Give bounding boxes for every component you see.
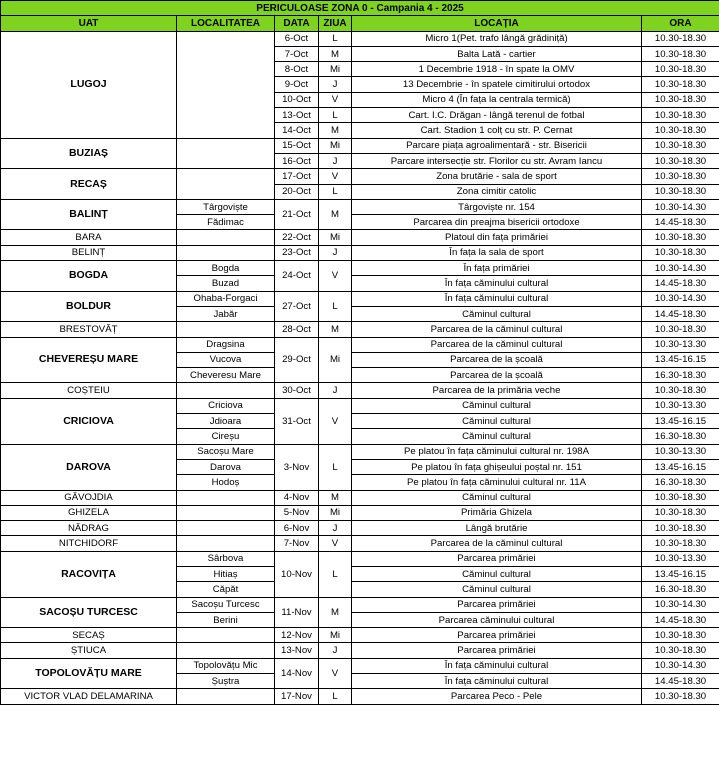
day-cell: V <box>319 92 352 107</box>
locatia-cell: Cart. I.C. Drăgan - lângă terenul de fotbal <box>352 108 642 123</box>
day-cell: L <box>319 551 352 597</box>
locatia-cell: 13 Decembrie - în spatele cimitirului ortodox <box>352 77 642 92</box>
uat-cell: BARA <box>1 230 177 245</box>
table-row <box>1 444 719 459</box>
ora-cell: 16.30-18.30 <box>642 475 719 490</box>
table-row <box>1 230 719 245</box>
uat-cell: BOGDA <box>1 261 177 292</box>
locatia-cell: Căminul cultural <box>352 490 642 505</box>
day-cell: J <box>319 245 352 260</box>
day-cell: M <box>319 490 352 505</box>
localitate-cell <box>177 643 275 658</box>
ora-cell: 10.30-18.30 <box>642 322 719 337</box>
locatia-cell: Parcarea de la școală <box>352 368 642 383</box>
date-cell: 23-Oct <box>275 245 319 260</box>
day-cell: V <box>319 398 352 444</box>
table-row <box>1 138 719 153</box>
date-cell: 20-Oct <box>275 184 319 199</box>
date-cell: 29-Oct <box>275 337 319 383</box>
localitate-cell: Sârbova <box>177 551 275 566</box>
ora-cell: 14.45-18.30 <box>642 674 719 689</box>
ora-cell: 10.30-18.30 <box>642 77 719 92</box>
title-row <box>1 1 719 16</box>
uat-cell: GHIZELA <box>1 505 177 520</box>
date-cell: 7-Nov <box>275 536 319 551</box>
date-cell: 9-Oct <box>275 77 319 92</box>
date-cell: 11-Nov <box>275 597 319 628</box>
header-ziua: ZIUA <box>319 16 352 31</box>
ora-cell: 16.30-18.30 <box>642 429 719 444</box>
locatia-cell: Zona cimitir catolic <box>352 184 642 199</box>
day-cell: Mi <box>319 505 352 520</box>
locatia-cell: În fața primăriei <box>352 261 642 276</box>
date-cell: 5-Nov <box>275 505 319 520</box>
ora-cell: 10.30-18.30 <box>642 184 719 199</box>
localitate-cell: Vucova <box>177 352 275 367</box>
ora-cell: 10.30-14.30 <box>642 261 719 276</box>
ora-cell: 10.30-18.30 <box>642 490 719 505</box>
locatia-cell: Parcarea Peco - Pele <box>352 689 642 704</box>
table-row <box>1 322 719 337</box>
locatia-cell: Parcarea de la căminul cultural <box>352 322 642 337</box>
ora-cell: 10.30-18.30 <box>642 169 719 184</box>
uat-cell: NĂDRAG <box>1 521 177 536</box>
localitate-cell: Buzad <box>177 276 275 291</box>
table-row <box>1 245 719 260</box>
uat-cell: SACOȘU TURCESC <box>1 597 177 628</box>
ora-cell: 14.45-18.30 <box>642 612 719 627</box>
day-cell: L <box>319 291 352 322</box>
locatia-cell: Micro 4 (În fața la centrala termică) <box>352 92 642 107</box>
day-cell: Mi <box>319 138 352 153</box>
locatia-cell: Cart. Stadion 1 colț cu str. P. Cernat <box>352 123 642 138</box>
date-cell: 12-Nov <box>275 628 319 643</box>
date-cell: 16-Oct <box>275 153 319 168</box>
date-cell: 30-Oct <box>275 383 319 398</box>
uat-cell: GĂVOJDIA <box>1 490 177 505</box>
locatia-cell: Căminul cultural <box>352 414 642 429</box>
table-row <box>1 31 719 46</box>
date-cell: 31-Oct <box>275 398 319 444</box>
table-row <box>1 398 719 413</box>
localitate-cell: Fădimac <box>177 215 275 230</box>
locatia-cell: Lângă brutărie <box>352 521 642 536</box>
header-locatia: LOCAȚIA <box>352 16 642 31</box>
date-cell: 21-Oct <box>275 199 319 230</box>
localitate-cell: Bogda <box>177 261 275 276</box>
ora-cell: 10.30-18.30 <box>642 689 719 704</box>
locatia-cell: Pe platou în fața căminului cultural nr. 198A <box>352 444 642 459</box>
day-cell: M <box>319 46 352 61</box>
ora-cell: 13.45-16.15 <box>642 414 719 429</box>
localitate-cell <box>177 689 275 704</box>
locatia-cell: Parcare piața agroalimentară - str. Bisericii <box>352 138 642 153</box>
ora-cell: 10.30-18.30 <box>642 383 719 398</box>
ora-cell: 10.30-18.30 <box>642 92 719 107</box>
header-localitate: LOCALITATEA <box>177 16 275 31</box>
date-cell: 24-Oct <box>275 261 319 292</box>
ora-cell: 10.30-13.30 <box>642 398 719 413</box>
schedule-body <box>1 31 719 704</box>
localitate-cell <box>177 490 275 505</box>
ora-cell: 10.30-14.30 <box>642 291 719 306</box>
day-cell: M <box>319 123 352 138</box>
table-row <box>1 291 719 306</box>
localitate-cell <box>177 383 275 398</box>
table-row <box>1 689 719 704</box>
localitate-cell <box>177 536 275 551</box>
locatia-cell: Târgoviște nr. 154 <box>352 199 642 214</box>
ora-cell: 10.30-18.30 <box>642 46 719 61</box>
localitate-cell: Berini <box>177 612 275 627</box>
uat-cell: DAROVA <box>1 444 177 490</box>
day-cell: L <box>319 108 352 123</box>
day-cell: V <box>319 658 352 689</box>
localitate-cell <box>177 322 275 337</box>
locatia-cell: Parcarea de la căminul cultural <box>352 337 642 352</box>
date-cell: 7-Oct <box>275 46 319 61</box>
locatia-cell: În fața căminului cultural <box>352 658 642 673</box>
locatia-cell: În fața căminului cultural <box>352 276 642 291</box>
locatia-cell: Parcarea primăriei <box>352 628 642 643</box>
locatia-cell: Parcarea căminului cultural <box>352 612 642 627</box>
ora-cell: 10.30-18.30 <box>642 123 719 138</box>
table-title: PERICULOASE ZONA 0 - Campania 4 - 2025 <box>1 1 719 16</box>
localitate-cell <box>177 169 275 200</box>
localitate-cell <box>177 245 275 260</box>
locatia-cell: Primăria Ghizela <box>352 505 642 520</box>
ora-cell: 16.30-18.30 <box>642 582 719 597</box>
day-cell: Mi <box>319 628 352 643</box>
ora-cell: 10.30-18.30 <box>642 153 719 168</box>
date-cell: 3-Nov <box>275 444 319 490</box>
table-row <box>1 337 719 352</box>
locatia-cell: În fața căminului cultural <box>352 674 642 689</box>
table-row <box>1 597 719 612</box>
day-cell: J <box>319 153 352 168</box>
localitate-cell <box>177 138 275 169</box>
header-row <box>1 16 719 31</box>
ora-cell: 10.30-18.30 <box>642 138 719 153</box>
date-cell: 14-Nov <box>275 658 319 689</box>
table-row <box>1 658 719 673</box>
uat-cell: NITCHIDORF <box>1 536 177 551</box>
header-uat: UAT <box>1 16 177 31</box>
date-cell: 22-Oct <box>275 230 319 245</box>
localitate-cell: Căpăt <box>177 582 275 597</box>
uat-cell: BELINȚ <box>1 245 177 260</box>
table-row <box>1 199 719 214</box>
locatia-cell: Pe platou în fața căminului cultural nr. 11A <box>352 475 642 490</box>
locatia-cell: Parcarea primăriei <box>352 643 642 658</box>
ora-cell: 10.30-18.30 <box>642 31 719 46</box>
locatia-cell: Platoul din fața primăriei <box>352 230 642 245</box>
day-cell: L <box>319 31 352 46</box>
localitate-cell <box>177 628 275 643</box>
locatia-cell: În fața căminului cultural <box>352 291 642 306</box>
day-cell: J <box>319 383 352 398</box>
date-cell: 10-Nov <box>275 551 319 597</box>
localitate-cell: Darova <box>177 459 275 474</box>
day-cell: M <box>319 322 352 337</box>
locatia-cell: Parcarea primăriei <box>352 551 642 566</box>
uat-cell: COȘTEIU <box>1 383 177 398</box>
localitate-cell: Criciova <box>177 398 275 413</box>
day-cell: Mi <box>319 62 352 77</box>
day-cell: V <box>319 261 352 292</box>
table-row <box>1 643 719 658</box>
localitate-cell <box>177 505 275 520</box>
uat-cell: BRESTOVĂȚ <box>1 322 177 337</box>
ora-cell: 14.45-18.30 <box>642 215 719 230</box>
ora-cell: 14.45-18.30 <box>642 306 719 321</box>
localitate-cell: Sacoșu Turcesc <box>177 597 275 612</box>
uat-cell: BUZIAȘ <box>1 138 177 169</box>
table-row <box>1 505 719 520</box>
date-cell: 17-Oct <box>275 169 319 184</box>
day-cell: J <box>319 521 352 536</box>
localitate-cell: Hitiaș <box>177 566 275 581</box>
date-cell: 13-Oct <box>275 108 319 123</box>
ora-cell: 13.45-16.15 <box>642 352 719 367</box>
table-row <box>1 490 719 505</box>
uat-cell: BOLDUR <box>1 291 177 322</box>
date-cell: 17-Nov <box>275 689 319 704</box>
locatia-cell: Parcarea din preajma bisericii ortodoxe <box>352 215 642 230</box>
table-row <box>1 521 719 536</box>
localitate-cell: Târgoviște <box>177 199 275 214</box>
day-cell: L <box>319 689 352 704</box>
locatia-cell: Zona brutărie - sala de sport <box>352 169 642 184</box>
uat-cell: LUGOJ <box>1 31 177 138</box>
ora-cell: 10.30-14.30 <box>642 658 719 673</box>
date-cell: 27-Oct <box>275 291 319 322</box>
localitate-cell: Cheveresu Mare <box>177 368 275 383</box>
uat-cell: BALINȚ <box>1 199 177 230</box>
uat-cell: TOPOLOVĂȚU MARE <box>1 658 177 689</box>
day-cell: L <box>319 184 352 199</box>
day-cell: V <box>319 169 352 184</box>
locatia-cell: Micro 1(Pet. trafo lângă grădiniță) <box>352 31 642 46</box>
localitate-cell <box>177 230 275 245</box>
date-cell: 13-Nov <box>275 643 319 658</box>
localitate-cell: Cireșu <box>177 429 275 444</box>
table-row <box>1 551 719 566</box>
date-cell: 10-Oct <box>275 92 319 107</box>
day-cell: Mi <box>319 230 352 245</box>
ora-cell: 10.30-18.30 <box>642 521 719 536</box>
locatia-cell: Balta Lată - cartier <box>352 46 642 61</box>
ora-cell: 13.45-16.15 <box>642 459 719 474</box>
localitate-cell: Topolovățu Mic <box>177 658 275 673</box>
localitate-cell <box>177 31 275 138</box>
day-cell: J <box>319 643 352 658</box>
localitate-cell: Ohaba-Forgaci <box>177 291 275 306</box>
ora-cell: 10.30-18.30 <box>642 505 719 520</box>
header-ora: ORA <box>642 16 719 31</box>
date-cell: 4-Nov <box>275 490 319 505</box>
locatia-cell: Parcarea de la căminul cultural <box>352 536 642 551</box>
day-cell: L <box>319 444 352 490</box>
locatia-cell: Căminul cultural <box>352 306 642 321</box>
header-data: DATA <box>275 16 319 31</box>
localitate-cell: Jdioara <box>177 414 275 429</box>
ora-cell: 10.30-18.30 <box>642 643 719 658</box>
ora-cell: 10.30-18.30 <box>642 230 719 245</box>
locatia-cell: Parcare intersecție str. Florilor cu str. Avram Iancu <box>352 153 642 168</box>
ora-cell: 10.30-14.30 <box>642 597 719 612</box>
ora-cell: 10.30-13.30 <box>642 551 719 566</box>
date-cell: 6-Nov <box>275 521 319 536</box>
ora-cell: 10.30-14.30 <box>642 199 719 214</box>
ora-cell: 10.30-18.30 <box>642 245 719 260</box>
uat-cell: VICTOR VLAD DELAMARINA <box>1 689 177 704</box>
table-row <box>1 261 719 276</box>
date-cell: 14-Oct <box>275 123 319 138</box>
date-cell: 8-Oct <box>275 62 319 77</box>
day-cell: M <box>319 199 352 230</box>
table-row <box>1 169 719 184</box>
locatia-cell: În fața la sala de sport <box>352 245 642 260</box>
ora-cell: 10.30-13.30 <box>642 444 719 459</box>
localitate-cell <box>177 521 275 536</box>
day-cell: J <box>319 77 352 92</box>
localitate-cell: Hodoș <box>177 475 275 490</box>
ora-cell: 10.30-13.30 <box>642 337 719 352</box>
uat-cell: RECAȘ <box>1 169 177 200</box>
ora-cell: 13.45-16.15 <box>642 566 719 581</box>
ora-cell: 14.45-18.30 <box>642 276 719 291</box>
day-cell: Mi <box>319 337 352 383</box>
ora-cell: 10.30-18.30 <box>642 108 719 123</box>
uat-cell: CRICIOVA <box>1 398 177 444</box>
day-cell: V <box>319 536 352 551</box>
localitate-cell: Sacoșu Mare <box>177 444 275 459</box>
ora-cell: 10.30-18.30 <box>642 536 719 551</box>
locatia-cell: Pe platou în fața ghișeului poștal nr. 151 <box>352 459 642 474</box>
locatia-cell: Parcarea de la școală <box>352 352 642 367</box>
locatia-cell: Căminul cultural <box>352 398 642 413</box>
ora-cell: 16.30-18.30 <box>642 368 719 383</box>
ora-cell: 10.30-18.30 <box>642 62 719 77</box>
table-row <box>1 536 719 551</box>
uat-cell: CHEVEREȘU MARE <box>1 337 177 383</box>
table-row <box>1 383 719 398</box>
localitate-cell: Șuștra <box>177 674 275 689</box>
localitate-cell: Dragsina <box>177 337 275 352</box>
uat-cell: SECAȘ <box>1 628 177 643</box>
locatia-cell: 1 Decembrie 1918 - în spate la OMV <box>352 62 642 77</box>
ora-cell: 10.30-18.30 <box>642 628 719 643</box>
table-row <box>1 628 719 643</box>
locatia-cell: Căminul cultural <box>352 582 642 597</box>
locatia-cell: Parcarea de la primăria veche <box>352 383 642 398</box>
locatia-cell: Parcarea primăriei <box>352 597 642 612</box>
uat-cell: RACOVIȚA <box>1 551 177 597</box>
date-cell: 15-Oct <box>275 138 319 153</box>
localitate-cell: Jabăr <box>177 306 275 321</box>
day-cell: M <box>319 597 352 628</box>
date-cell: 6-Oct <box>275 31 319 46</box>
date-cell: 28-Oct <box>275 322 319 337</box>
locatia-cell: Căminul cultural <box>352 566 642 581</box>
uat-cell: ȘTIUCA <box>1 643 177 658</box>
locatia-cell: Căminul cultural <box>352 429 642 444</box>
